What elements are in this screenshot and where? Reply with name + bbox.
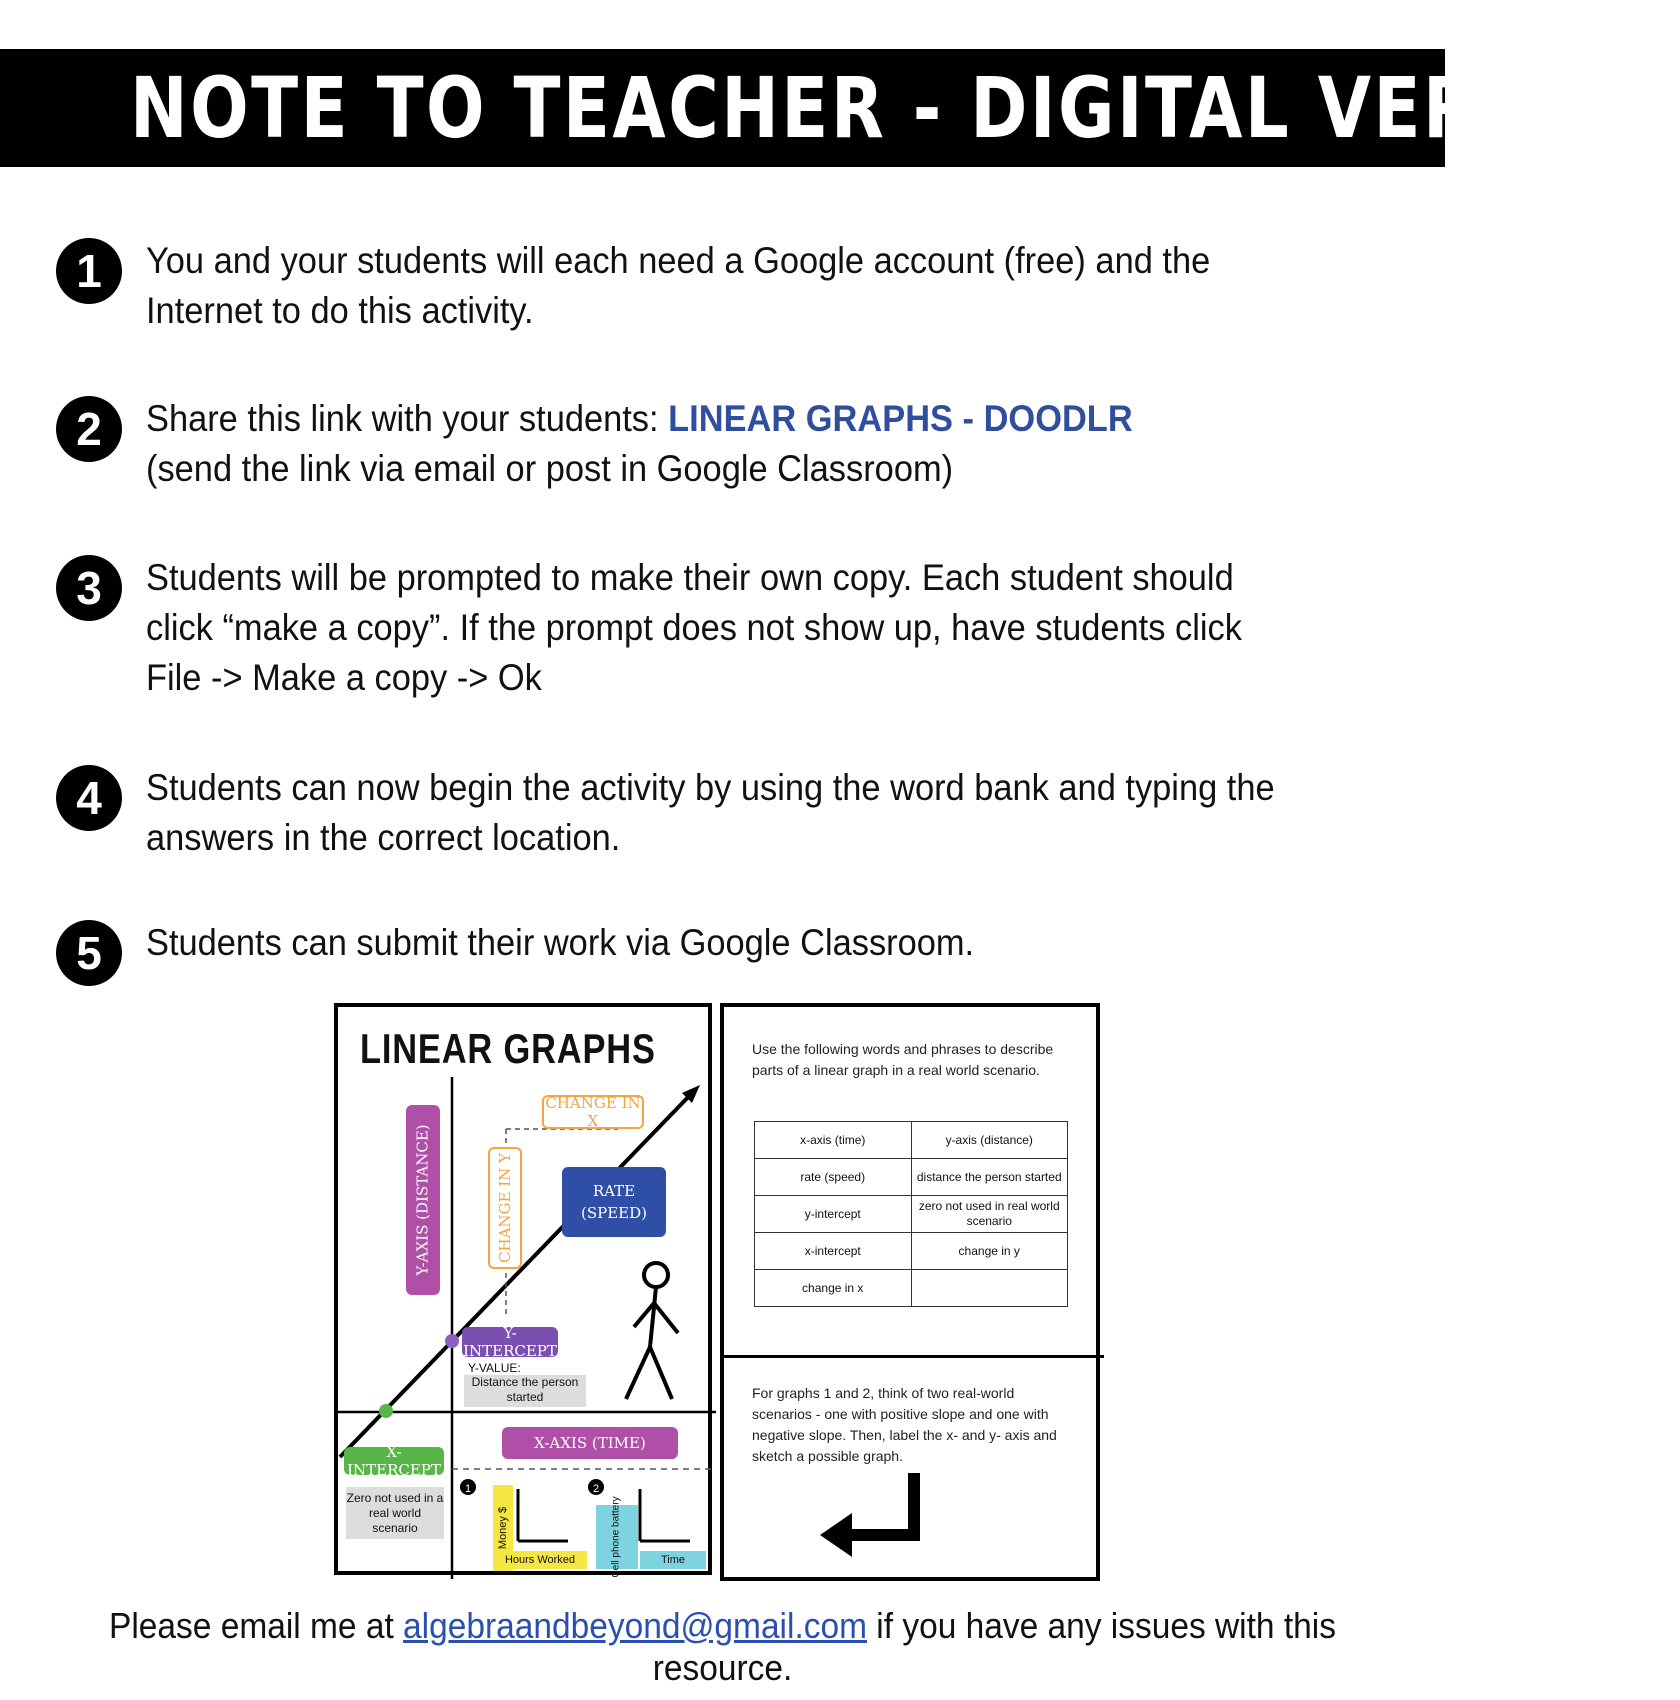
preview-right-panel <box>720 1003 1100 1581</box>
preview-title: LINEAR GRAPHS <box>360 1025 656 1072</box>
footer-text-before: Please email me at <box>109 1605 404 1646</box>
step-number-badge: 5 <box>56 920 122 986</box>
x-intercept-note: Zero not used in a real world scenario <box>346 1487 444 1539</box>
footer-text-after: if you have any issues with this resource. <box>652 1605 1336 1688</box>
table-row: rate (speed) distance the person started <box>755 1159 1068 1196</box>
change-in-y-tag: CHANGE IN Y <box>488 1147 522 1269</box>
y-axis-tag: Y-AXIS (DISTANCE) <box>406 1105 440 1295</box>
step-text: Students can now begin the activity by using the word bank and typing the answers in the correct location. <box>146 767 1275 858</box>
table-row: y-intercept zero not used in real world scenario <box>755 1196 1068 1233</box>
word-bank-table <box>754 1121 1068 1307</box>
doodlr-link[interactable]: LINEAR GRAPHS - DOODLR <box>668 398 1133 439</box>
graph-1-y-label: Money $ <box>493 1485 513 1571</box>
graph-1-x-label: Hours Worked <box>493 1551 587 1569</box>
table-row: x-intercept change in y <box>755 1233 1068 1270</box>
step-number-badge: 3 <box>56 555 122 621</box>
step-number-badge: 1 <box>56 238 122 304</box>
step-text-before-link: Share this link with your students: <box>146 398 669 439</box>
step-text-after-link: (send the link via email or post in Google Classroom) <box>146 448 954 489</box>
y-value-note: Distance the person started <box>464 1375 586 1407</box>
graph-1-number: 1 <box>464 1483 472 1495</box>
contact-footer <box>51 1605 1395 1689</box>
return-arrow-icon <box>814 1469 934 1559</box>
panel-divider <box>724 1355 1104 1358</box>
step-5 <box>56 918 1386 978</box>
x-intercept-tag: X-INTERCEPT <box>344 1447 444 1475</box>
step-1 <box>56 236 1386 346</box>
step-text: Students will be prompted to make their own copy. Each student should click “make a copy”. If the prompt does not show up, have students click File -> Make a copy -> Ok <box>146 557 1242 698</box>
step-text: You and your students will each need a Google account (free) and the Internet to do this activity. <box>146 240 1211 331</box>
preview-left-panel <box>334 1003 712 1578</box>
rate-tag: RATE (SPEED) <box>562 1167 666 1237</box>
graph-instructions: For graphs 1 and 2, think of two real-world scenarios - one with positive slope and one with negative slope. Then, label the x- and y- axis and sketch a possible graph. <box>752 1385 1057 1464</box>
step-2 <box>56 394 1386 504</box>
x-axis-tag: X-AXIS (TIME) <box>502 1427 678 1459</box>
table-row: x-axis (time) y-axis (distance) <box>755 1122 1068 1159</box>
title-banner <box>0 49 1680 167</box>
graph-2-number: 2 <box>592 1483 600 1495</box>
y-intercept-tag: Y-INTERCEPT <box>463 1324 557 1360</box>
graph-2-x-label: Time <box>640 1551 706 1569</box>
step-3 <box>56 553 1386 713</box>
step-number-badge: 4 <box>56 765 122 831</box>
step-text <box>146 394 1299 494</box>
y-value-label: Y-VALUE: <box>468 1361 521 1375</box>
page-title: NOTE TO TEACHER - DIGITAL VERSION <box>130 59 1680 157</box>
step-4 <box>56 763 1386 873</box>
word-bank-instructions: Use the following words and phrases to describe parts of a linear graph in a real world scenario. <box>752 1041 1054 1078</box>
graph-2-y-label: Cell phone battery <box>596 1505 638 1569</box>
change-in-x-tag: CHANGE IN X <box>542 1095 644 1129</box>
email-link[interactable]: algebraandbeyond@gmail.com <box>403 1605 867 1646</box>
step-number-badge: 2 <box>56 396 122 462</box>
step-text: Students can submit their work via Google Classroom. <box>146 922 975 963</box>
table-row: change in x <box>755 1270 1068 1307</box>
activity-preview <box>334 1003 1100 1581</box>
